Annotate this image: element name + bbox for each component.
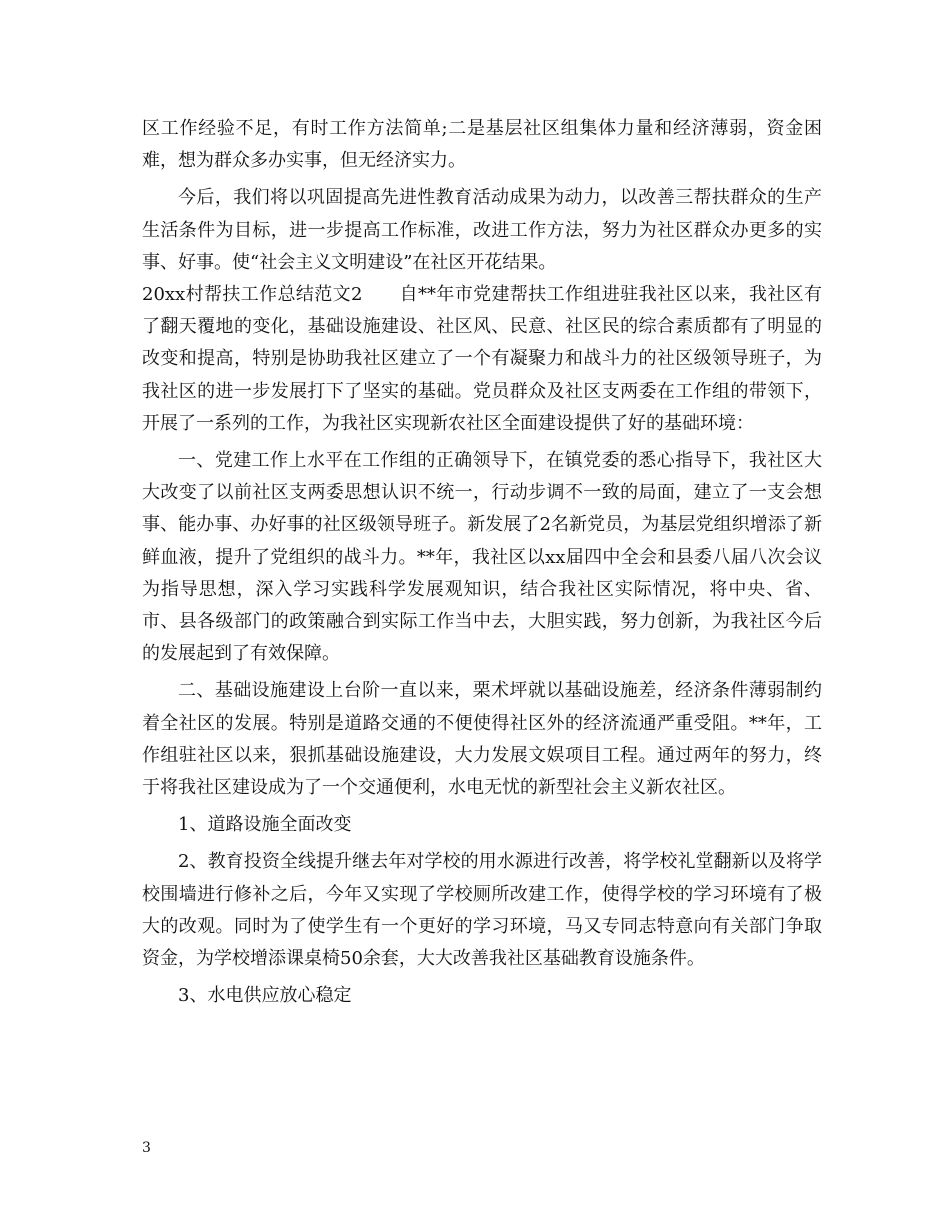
list-item-education: 2、教育投资全线提升继去年对学校的用水源进行改善，将学校礼堂翻新以及将学校围墙进行修补之后，今年又实现了学校厕所改建工作，使得学校的学习环境有了极大的改观。同时为了使学生有一个更好的学习环境，马又专同志特意向有关部门争取资金，为学校增添课桌椅50余套，大大改善我社区基础教育设施条件。	[142, 851, 822, 970]
paragraph-future-plans: 今后，我们将以巩固提高先进性教育活动成果为动力，以改善三帮扶群众的生产生活条件为目标，进一步提高工作标准，改进工作方法，努力为社区群众办更多的实事、好事。使“社会主义文明建设”在社区开花结果。	[142, 187, 822, 273]
paragraph-party-building: 一、党建工作上水平在工作组的正确领导下，在镇党委的悉心指导下，我社区大大改变了以前社区支两委思想认识不统一，行动步调不一致的局面，建立了一支会想事、能办事、办好事的社区级领导班子。新发展了2名新党员，为基层党组织增添了新鲜血液，提升了党组织的战斗力。**年，我社区以xx届四中全会和县委八届八次会议为指导思想，深入学习实践科学发展观知识，结合我社区实际情况，将中央、省、市、县各级部门的政策融合到实际工作当中去，大胆实践，努力创新，为我社区今后的发展起到了有效保障。	[142, 450, 822, 665]
list-item-utilities: 3、水电供应放心稳定	[178, 985, 352, 1007]
paragraph-continued: 区工作经验不足，有时工作方法简单;二是基层社区组集体力量和经济薄弱，资金困难，想为群众多办实事，但无经济实力。	[142, 118, 822, 172]
document-body	[142, 113, 822, 1012]
paragraph-summary-2-intro: 20xx村帮扶工作总结范文2 自**年市党建帮扶工作组进驻我社区以来，我社区有了翻天覆地的变化，基础设施建设、社区风、民意、社区民的综合素质都有了明显的改变和提高，特别是协助我社区建立了一个有凝聚力和战斗力的社区级领导班子，为我社区的进一步发展打下了坚实的基础。党员群众及社区支两委在工作组的带领下，开展了一系列的工作，为我社区实现新农社区全面建设提供了好的基础环境：	[142, 284, 822, 434]
list-item-road: 1、道路设施全面改变	[178, 814, 352, 836]
paragraph-infrastructure: 二、基础设施建设上台阶一直以来，栗术坪就以基础设施差，经济条件薄弱制约着全社区的发展。特别是道路交通的不便使得社区外的经济流通严重受阻。**年，工作组驻社区以来，狠抓基础设施建设，大力发展文娱项目工程。通过两年的努力，终于将我社区建设成为了一个交通便利，水电无忧的新型社会主义新农社区。	[142, 680, 822, 799]
page-number: 3	[142, 1140, 151, 1156]
